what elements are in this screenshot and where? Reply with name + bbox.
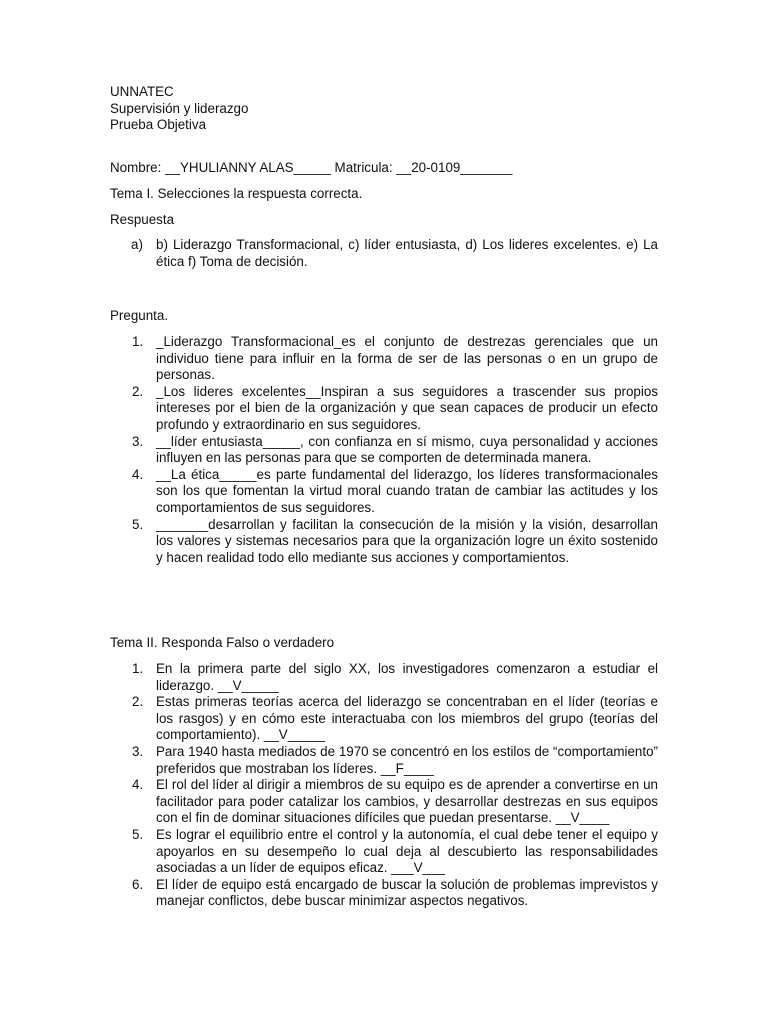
item-text: _______desarrollan y facilitan la consecución de la misión y la visión, desarrollan los valores y sistemas necesarios para que la organización logre un éxito sostenido y hacen realidad todo ello mediante sus acciones y comportamientos. <box>156 516 658 565</box>
item-text: Estas primeras teorías acerca del liderazgo se concentraban en el líder (teorías e los rasgos) y en cómo este interactuaba con los miembros del grupo (teorías del comportamiento). __V_____ <box>156 694 658 743</box>
institution-name: UNNATEC <box>110 84 174 99</box>
item-text: _Liderazgo Transformacional_es el conjunto de destrezas gerenciales que un individuo tiene para influir en la forma de ser de las personas o en un grupo de personas. <box>156 334 658 383</box>
item-text: __La ética_____es parte fundamental del liderazgo, los líderes transformacionales son los que fomentan la virtud moral cuando tratan de cambiar las actitudes y los comportamientos de sus seguidores. <box>156 466 658 515</box>
item-number: 5. <box>132 516 144 532</box>
item-number: 4. <box>132 466 144 482</box>
item-number: 5. <box>132 826 144 842</box>
list-item <box>0 467 658 517</box>
item-text: El rol del líder al dirigir a miembros de su equipo es de aprender a convertirse en un facilitador para poder catalizar los cambios, y desarrollar destrezas en sus equipos con el fin de dominar situaciones difíciles que puedan presentarse. __V____ <box>156 777 658 826</box>
questions-label: Pregunta. <box>110 308 169 323</box>
item-text: Es lograr el equilibrio entre el control y la autonomía, el cual debe tener el equipo y apoyarlos en su desempeño lo cual deja al descubierto las responsabilidades asociadas a un líder de equipos eficaz. ___V___ <box>156 826 658 876</box>
list-item <box>0 434 658 467</box>
student-info-line: Nombre: __YHULIANNY ALAS_____ Matricula: __20-0109_______ <box>110 160 513 175</box>
section2-question-list <box>0 661 658 910</box>
item-number: 3. <box>132 743 144 759</box>
answer-options-block <box>131 237 658 270</box>
course-subject: Supervisión y liderazgo <box>110 100 249 116</box>
answer-options-text: b) Liderazgo Transformacional, c) líder entusiasta, d) Los lideres excelentes. e) La ética f) Toma de decisión. <box>156 237 658 269</box>
section2-title: Tema II. Responda Falso o verdadero <box>110 635 335 650</box>
list-item <box>0 744 658 777</box>
item-text: El líder de equipo está encargado de buscar la solución de problemas imprevistos y manejar conflictos, debe buscar minimizar aspectos negativos. <box>156 876 658 909</box>
list-item <box>0 517 658 567</box>
section1-title: Tema I. Selecciones la respuesta correcta. <box>110 186 363 201</box>
item-number: 2. <box>132 694 144 710</box>
item-text: En la primera parte del siglo XX, los investigadores comenzaron a estudiar el liderazgo. __V_____ <box>156 661 658 693</box>
list-item <box>0 334 658 384</box>
item-number: 4. <box>132 777 144 793</box>
answer-marker: a) <box>131 237 143 252</box>
item-number: 1. <box>132 334 144 349</box>
document-header <box>110 84 248 134</box>
answers-label: Respuesta <box>110 212 175 227</box>
item-number: 3. <box>132 433 144 449</box>
list-item <box>0 777 658 827</box>
item-text: _Los lideres excelentes__Inspiran a sus seguidores a trascender sus propios intereses por el bien de la organización y que sean capaces de producir un efecto profundo y extraordinario en sus seguidores. <box>156 383 658 432</box>
section1-question-list <box>0 334 658 566</box>
item-number: 2. <box>132 383 144 399</box>
item-text: __líder entusiasta_____, con confianza en sí mismo, cuya personalidad y acciones influyen en las personas para que se comporten de determinada manera. <box>156 433 658 466</box>
list-item <box>0 384 658 434</box>
list-item <box>0 694 658 744</box>
list-item <box>0 661 658 694</box>
item-text: Para 1940 hasta mediados de 1970 se concentró en los estilos de “comportamiento” preferidos que mostraban los líderes. __F____ <box>156 743 658 776</box>
test-type: Prueba Objetiva <box>110 117 207 133</box>
item-number: 1. <box>132 661 144 676</box>
item-number: 6. <box>132 876 144 892</box>
list-item <box>0 827 658 877</box>
list-item <box>0 877 658 910</box>
